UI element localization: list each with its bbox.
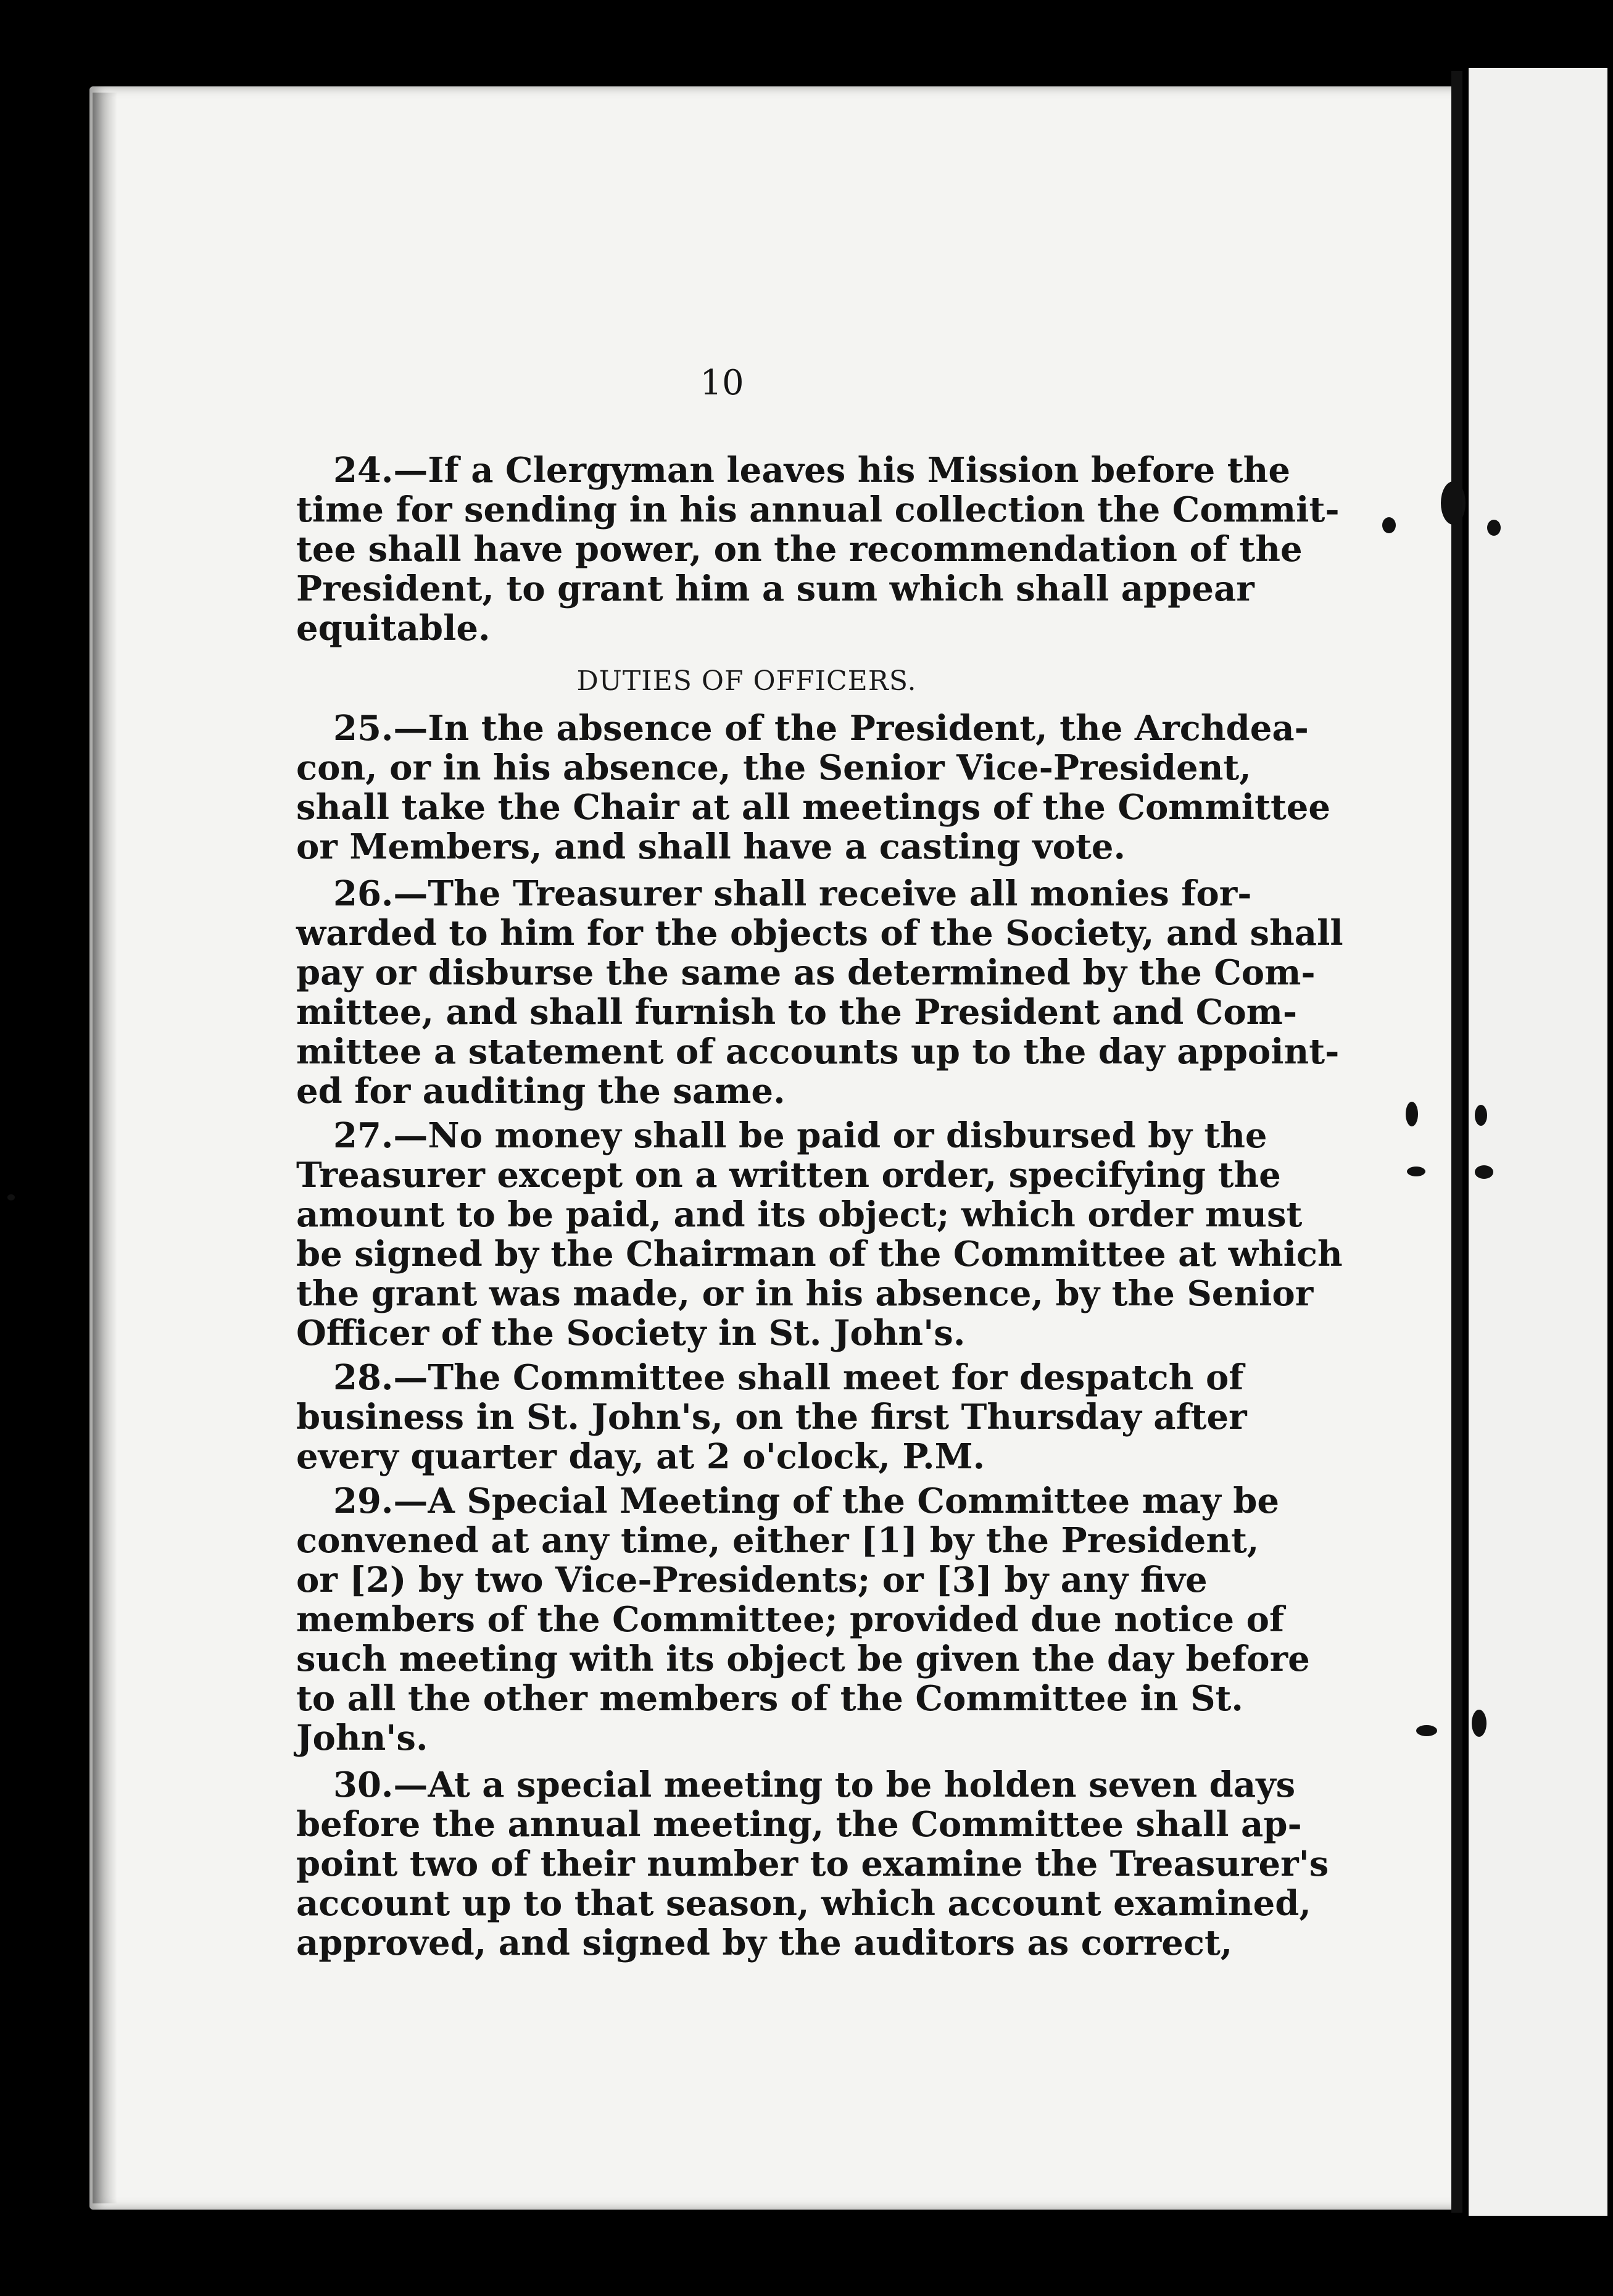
text-line: every quarter day, at 2 o'clock, P.M. <box>296 1436 985 1477</box>
text-line: ed for auditing the same. <box>296 1071 786 1112</box>
text-line: before the annual meeting, the Committee shall ap- <box>296 1804 1302 1845</box>
text-line: approved, and signed by the auditors as correct, <box>296 1923 1233 1963</box>
adjacent-page-edge <box>1469 68 1607 2216</box>
text-line: 29.—A Special Meeting of the Committee may be <box>333 1481 1279 1521</box>
ink-blot <box>1406 1102 1418 1126</box>
text-line: mittee a statement of accounts up to the day appoint- <box>296 1031 1340 1072</box>
paragraph-28 <box>296 1357 1247 1477</box>
text-line: tee shall have power, on the recommendation of the <box>296 529 1303 570</box>
text-line: 28.—The Committee shall meet for despatch of <box>333 1357 1244 1398</box>
text-line: or [2) by two Vice-Presidents; or [3] by any five <box>296 1560 1208 1600</box>
text-line: pay or disburse the same as determined by the Com- <box>296 952 1316 993</box>
text-line: John's. <box>296 1718 428 1758</box>
text-line: President, to grant him a sum which shall appear <box>296 568 1254 609</box>
page-number: 10 <box>700 363 744 403</box>
text-line: 24.—If a Clergyman leaves his Mission before the <box>333 450 1291 491</box>
paragraph-24 <box>296 450 1340 649</box>
ink-blot <box>7 1194 15 1200</box>
text-line: or Members, and shall have a casting vote. <box>296 826 1126 867</box>
text-line: such meeting with its object be given the day before <box>296 1639 1310 1679</box>
text-line: business in St. John's, on the first Thursday after <box>296 1397 1247 1437</box>
text-line: to all the other members of the Committee in St. <box>296 1678 1243 1719</box>
text-line: 27.—No money shall be paid or disbursed by the <box>333 1115 1267 1156</box>
text-line: Treasurer except on a written order, specifying the <box>296 1155 1281 1196</box>
section-heading: DUTIES OF OFFICERS. <box>576 665 917 697</box>
text-line: the grant was made, or in his absence, by the Senior <box>296 1273 1314 1314</box>
text-line: convened at any time, either [1] by the President, <box>296 1520 1259 1561</box>
text-line: be signed by the Chairman of the Committee at which <box>296 1234 1343 1275</box>
page-fold-line <box>1451 71 1462 2213</box>
ink-blot <box>1475 1105 1487 1126</box>
ink-blot <box>1382 517 1396 533</box>
page-binding-shadow <box>93 93 117 2203</box>
text-line: account up to that season, which account examined, <box>296 1883 1311 1924</box>
text-line: 30.—At a special meeting to be holden seven days <box>333 1765 1296 1805</box>
text-line: amount to be paid, and its object; which order must <box>296 1194 1303 1235</box>
paragraph-25 <box>296 708 1331 867</box>
ink-blot <box>1416 1725 1437 1736</box>
ink-blot <box>1475 1165 1493 1179</box>
text-line: 25.—In the absence of the President, the Archdea- <box>333 708 1309 749</box>
text-line: shall take the Chair at all meetings of the Committee <box>296 787 1331 828</box>
ink-blot <box>1487 520 1501 536</box>
paragraph-30 <box>296 1765 1329 1963</box>
ink-blot <box>1472 1710 1487 1737</box>
text-line: warded to him for the objects of the Society, and shall <box>296 913 1343 954</box>
text-line: 26.—The Treasurer shall receive all monies for- <box>333 873 1252 914</box>
text-line: mittee, and shall furnish to the President and Com- <box>296 992 1298 1033</box>
paragraph-26 <box>296 873 1343 1112</box>
text-line: equitable. <box>296 608 491 649</box>
text-line: members of the Committee; provided due notice of <box>296 1599 1285 1640</box>
text-line: Officer of the Society in St. John's. <box>296 1313 966 1354</box>
text-line: point two of their number to examine the Treasurer's <box>296 1844 1329 1884</box>
ink-blot <box>1441 481 1466 525</box>
text-line: time for sending in his annual collection the Commit- <box>296 489 1340 530</box>
paragraph-29 <box>296 1481 1310 1758</box>
text-line: con, or in his absence, the Senior Vice-President, <box>296 747 1251 788</box>
paragraph-27 <box>296 1115 1343 1354</box>
ink-blot <box>1407 1167 1425 1176</box>
